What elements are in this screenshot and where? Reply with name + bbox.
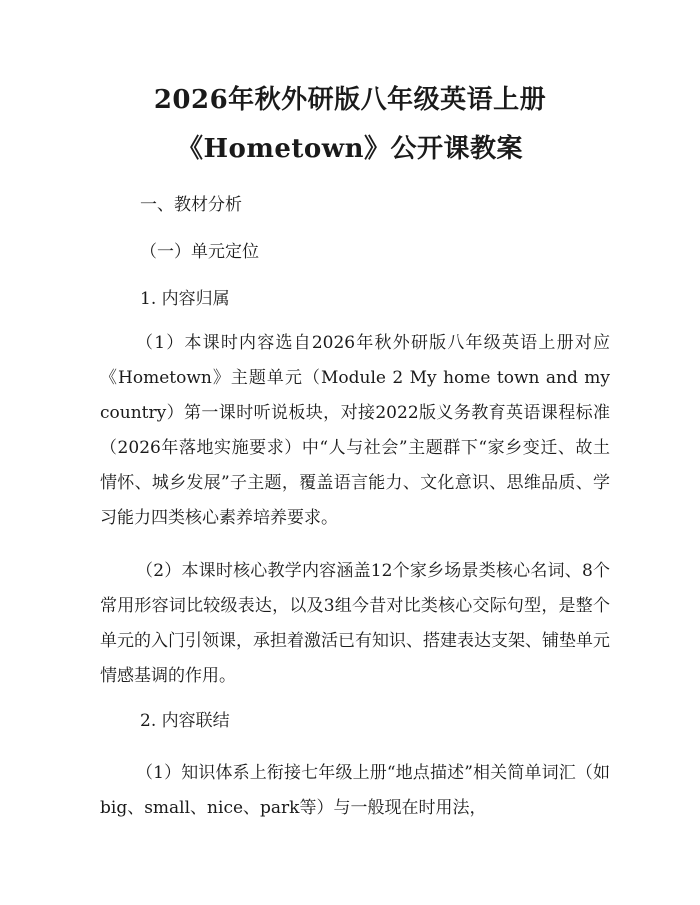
item-heading-content-attribution: 1. 内容归属 [140, 289, 230, 309]
section-heading-textbook-analysis: 一、教材分析 [140, 195, 242, 215]
paragraph-core-content: （2）本课时核心教学内容涵盖12个家乡场景类核心名词、8个常用形容词比较级表达，以及3组今昔对比类核心交际句型，是整个单元的入门引领课，承担着激活已有知识、搭建表达支架、铺垫单元情感基调的作用。 [100, 561, 610, 686]
subsection-heading-unit-positioning: （一）单元定位 [140, 242, 259, 262]
item-heading-content-connection: 2. 内容联结 [140, 711, 230, 731]
document-title-line-1: 2026年秋外研版八年级英语上册 [153, 85, 547, 115]
paragraph-knowledge-connection: （1）知识体系上衔接七年级上册“地点描述”相关简单词汇（如big、small、nice、park等）与一般现在时用法， [100, 763, 610, 818]
document-title-line-2: 《Hometown》公开课教案 [176, 134, 524, 164]
paragraph-content-source: （1）本课时内容选自2026年秋外研版八年级英语上册对应《Hometown》主题单元（Module 2 My home town and my country）第一课时听说板块，对接2022版义务教育英语课程标准（2026年落地实施要求）中“人与社会”主题群下“家乡变迁、故土情怀、城乡发展”子主题，覆盖语言能力、文化意识、思维品质、学习能力四类核心素养培养要求。 [100, 333, 610, 528]
